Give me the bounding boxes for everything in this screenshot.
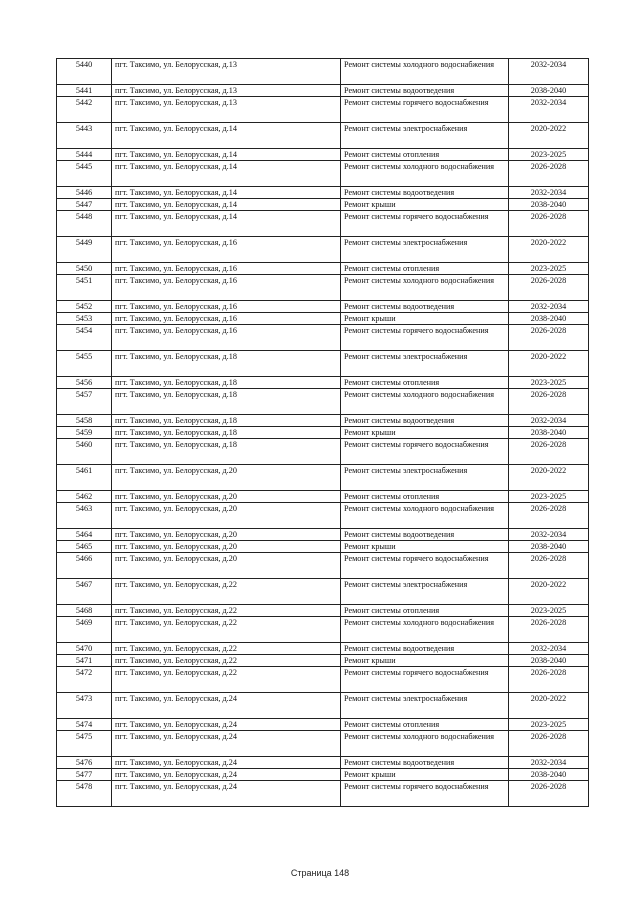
row-address: пгт. Таксимо, ул. Белорусская, д.24 — [112, 719, 341, 731]
table-row — [57, 123, 589, 149]
row-work-type: Ремонт системы холодного водоснабжения — [341, 389, 509, 415]
row-work-type: Ремонт системы холодного водоснабжения — [341, 731, 509, 757]
row-work-type: Ремонт системы электроснабжения — [341, 351, 509, 377]
row-address: пгт. Таксимо, ул. Белорусская, д.18 — [112, 439, 341, 465]
row-address: пгт. Таксимо, ул. Белорусская, д.16 — [112, 313, 341, 325]
row-period: 2026-2028 — [509, 211, 589, 237]
row-work-type: Ремонт системы отопления — [341, 719, 509, 731]
row-number: 5446 — [57, 187, 112, 199]
row-address: пгт. Таксимо, ул. Белорусская, д.22 — [112, 617, 341, 643]
table-row — [57, 579, 589, 605]
row-address: пгт. Таксимо, ул. Белорусская, д.16 — [112, 237, 341, 263]
table-row — [57, 491, 589, 503]
row-work-type: Ремонт системы горячего водоснабжения — [341, 325, 509, 351]
table-row — [57, 693, 589, 719]
row-period: 2023-2025 — [509, 149, 589, 161]
row-period: 2038-2040 — [509, 313, 589, 325]
table-row — [57, 377, 589, 389]
row-address: пгт. Таксимо, ул. Белорусская, д.18 — [112, 377, 341, 389]
row-address: пгт. Таксимо, ул. Белорусская, д.14 — [112, 161, 341, 187]
row-period: 2032-2034 — [509, 187, 589, 199]
row-period: 2020-2022 — [509, 237, 589, 263]
row-work-type: Ремонт системы водоотведения — [341, 757, 509, 769]
row-period: 2032-2034 — [509, 59, 589, 85]
row-number: 5461 — [57, 465, 112, 491]
row-work-type: Ремонт системы электроснабжения — [341, 465, 509, 491]
row-number: 5443 — [57, 123, 112, 149]
table-row — [57, 553, 589, 579]
row-number: 5453 — [57, 313, 112, 325]
row-number: 5474 — [57, 719, 112, 731]
row-period: 2032-2034 — [509, 757, 589, 769]
row-address: пгт. Таксимо, ул. Белорусская, д.18 — [112, 389, 341, 415]
row-work-type: Ремонт крыши — [341, 541, 509, 553]
row-number: 5441 — [57, 85, 112, 97]
row-period: 2026-2028 — [509, 389, 589, 415]
row-work-type: Ремонт системы водоотведения — [341, 415, 509, 427]
row-period: 2026-2028 — [509, 275, 589, 301]
page-number: Страница 148 — [290, 868, 350, 878]
row-address: пгт. Таксимо, ул. Белорусская, д.20 — [112, 553, 341, 579]
row-number: 5444 — [57, 149, 112, 161]
table-row — [57, 275, 589, 301]
row-address: пгт. Таксимо, ул. Белорусская, д.16 — [112, 275, 341, 301]
table-row — [57, 325, 589, 351]
row-address: пгт. Таксимо, ул. Белорусская, д.20 — [112, 503, 341, 529]
row-address: пгт. Таксимо, ул. Белорусская, д.24 — [112, 757, 341, 769]
row-number: 5440 — [57, 59, 112, 85]
row-work-type: Ремонт системы водоотведения — [341, 187, 509, 199]
table-row — [57, 643, 589, 655]
row-number: 5469 — [57, 617, 112, 643]
row-period: 2026-2028 — [509, 553, 589, 579]
row-work-type: Ремонт системы отопления — [341, 263, 509, 275]
row-period: 2038-2040 — [509, 655, 589, 667]
table-row — [57, 617, 589, 643]
row-period: 2032-2034 — [509, 415, 589, 427]
row-address: пгт. Таксимо, ул. Белорусская, д.24 — [112, 693, 341, 719]
row-number: 5472 — [57, 667, 112, 693]
row-number: 5459 — [57, 427, 112, 439]
row-number: 5449 — [57, 237, 112, 263]
row-period: 2038-2040 — [509, 85, 589, 97]
row-work-type: Ремонт системы горячего водоснабжения — [341, 667, 509, 693]
row-address: пгт. Таксимо, ул. Белорусская, д.22 — [112, 605, 341, 617]
row-period: 2038-2040 — [509, 769, 589, 781]
row-work-type: Ремонт системы электроснабжения — [341, 123, 509, 149]
table-row — [57, 439, 589, 465]
row-work-type: Ремонт системы холодного водоснабжения — [341, 617, 509, 643]
row-period: 2032-2034 — [509, 643, 589, 655]
row-number: 5455 — [57, 351, 112, 377]
row-work-type: Ремонт крыши — [341, 313, 509, 325]
row-number: 5475 — [57, 731, 112, 757]
row-number: 5447 — [57, 199, 112, 211]
row-address: пгт. Таксимо, ул. Белорусская, д.13 — [112, 59, 341, 85]
row-address: пгт. Таксимо, ул. Белорусская, д.20 — [112, 529, 341, 541]
row-number: 5466 — [57, 553, 112, 579]
row-period: 2038-2040 — [509, 199, 589, 211]
row-address: пгт. Таксимо, ул. Белорусская, д.14 — [112, 199, 341, 211]
table-row — [57, 301, 589, 313]
row-work-type: Ремонт системы отопления — [341, 377, 509, 389]
row-address: пгт. Таксимо, ул. Белорусская, д.16 — [112, 263, 341, 275]
row-work-type: Ремонт системы горячего водоснабжения — [341, 97, 509, 123]
row-work-type: Ремонт крыши — [341, 427, 509, 439]
row-address: пгт. Таксимо, ул. Белорусская, д.22 — [112, 643, 341, 655]
table-row — [57, 605, 589, 617]
row-period: 2023-2025 — [509, 605, 589, 617]
row-period: 2038-2040 — [509, 427, 589, 439]
table-row — [57, 149, 589, 161]
table-row — [57, 351, 589, 377]
row-address: пгт. Таксимо, ул. Белорусская, д.22 — [112, 579, 341, 605]
table-row — [57, 161, 589, 187]
row-number: 5451 — [57, 275, 112, 301]
row-work-type: Ремонт системы отопления — [341, 605, 509, 617]
table-row — [57, 97, 589, 123]
repair-schedule-table — [56, 58, 589, 807]
table-row — [57, 503, 589, 529]
row-number: 5477 — [57, 769, 112, 781]
row-number: 5460 — [57, 439, 112, 465]
table-row — [57, 757, 589, 769]
table-row — [57, 237, 589, 263]
row-period: 2026-2028 — [509, 781, 589, 807]
row-period: 2020-2022 — [509, 351, 589, 377]
table-row — [57, 655, 589, 667]
row-period: 2032-2034 — [509, 301, 589, 313]
row-period: 2026-2028 — [509, 503, 589, 529]
row-address: пгт. Таксимо, ул. Белорусская, д.24 — [112, 781, 341, 807]
row-work-type: Ремонт крыши — [341, 769, 509, 781]
row-address: пгт. Таксимо, ул. Белорусская, д.20 — [112, 491, 341, 503]
row-period: 2020-2022 — [509, 579, 589, 605]
table-body — [57, 59, 589, 807]
table-row — [57, 427, 589, 439]
table-row — [57, 313, 589, 325]
table-row — [57, 781, 589, 807]
row-period: 2023-2025 — [509, 491, 589, 503]
table-row — [57, 719, 589, 731]
row-address: пгт. Таксимо, ул. Белорусская, д.14 — [112, 123, 341, 149]
row-work-type: Ремонт системы холодного водоснабжения — [341, 59, 509, 85]
row-address: пгт. Таксимо, ул. Белорусская, д.14 — [112, 149, 341, 161]
row-number: 5464 — [57, 529, 112, 541]
row-address: пгт. Таксимо, ул. Белорусская, д.22 — [112, 667, 341, 693]
row-period: 2020-2022 — [509, 465, 589, 491]
row-work-type: Ремонт системы отопления — [341, 149, 509, 161]
row-address: пгт. Таксимо, ул. Белорусская, д.13 — [112, 85, 341, 97]
row-work-type: Ремонт системы водоотведения — [341, 529, 509, 541]
row-period: 2026-2028 — [509, 439, 589, 465]
row-address: пгт. Таксимо, ул. Белорусская, д.20 — [112, 465, 341, 491]
row-work-type: Ремонт системы горячего водоснабжения — [341, 781, 509, 807]
row-number: 5478 — [57, 781, 112, 807]
row-work-type: Ремонт системы водоотведения — [341, 301, 509, 313]
row-period: 2023-2025 — [509, 377, 589, 389]
row-number: 5476 — [57, 757, 112, 769]
row-number: 5450 — [57, 263, 112, 275]
table-row — [57, 667, 589, 693]
table-row — [57, 187, 589, 199]
row-number: 5471 — [57, 655, 112, 667]
row-work-type: Ремонт системы электроснабжения — [341, 237, 509, 263]
row-period: 2020-2022 — [509, 123, 589, 149]
row-work-type: Ремонт системы электроснабжения — [341, 693, 509, 719]
row-work-type: Ремонт системы горячего водоснабжения — [341, 553, 509, 579]
row-period: 2026-2028 — [509, 161, 589, 187]
table-row — [57, 211, 589, 237]
row-work-type: Ремонт системы горячего водоснабжения — [341, 439, 509, 465]
row-number: 5465 — [57, 541, 112, 553]
row-work-type: Ремонт системы отопления — [341, 491, 509, 503]
row-period: 2023-2025 — [509, 719, 589, 731]
row-period: 2020-2022 — [509, 693, 589, 719]
table-row — [57, 769, 589, 781]
row-number: 5467 — [57, 579, 112, 605]
row-work-type: Ремонт системы водоотведения — [341, 85, 509, 97]
row-number: 5448 — [57, 211, 112, 237]
row-number: 5445 — [57, 161, 112, 187]
row-work-type: Ремонт системы холодного водоснабжения — [341, 161, 509, 187]
row-work-type: Ремонт системы водоотведения — [341, 643, 509, 655]
row-work-type: Ремонт системы холодного водоснабжения — [341, 503, 509, 529]
row-address: пгт. Таксимо, ул. Белорусская, д.18 — [112, 415, 341, 427]
row-address: пгт. Таксимо, ул. Белорусская, д.18 — [112, 351, 341, 377]
row-work-type: Ремонт крыши — [341, 655, 509, 667]
table-row — [57, 389, 589, 415]
table-row — [57, 731, 589, 757]
row-address: пгт. Таксимо, ул. Белорусская, д.16 — [112, 301, 341, 313]
row-period: 2026-2028 — [509, 325, 589, 351]
row-number: 5462 — [57, 491, 112, 503]
row-number: 5473 — [57, 693, 112, 719]
row-work-type: Ремонт системы электроснабжения — [341, 579, 509, 605]
row-number: 5470 — [57, 643, 112, 655]
row-number: 5454 — [57, 325, 112, 351]
table-row — [57, 199, 589, 211]
row-number: 5468 — [57, 605, 112, 617]
row-number: 5442 — [57, 97, 112, 123]
table-row — [57, 263, 589, 275]
row-address: пгт. Таксимо, ул. Белорусская, д.16 — [112, 325, 341, 351]
row-period: 2032-2034 — [509, 97, 589, 123]
row-address: пгт. Таксимо, ул. Белорусская, д.13 — [112, 97, 341, 123]
row-period: 2032-2034 — [509, 529, 589, 541]
row-number: 5456 — [57, 377, 112, 389]
row-period: 2026-2028 — [509, 731, 589, 757]
row-address: пгт. Таксимо, ул. Белорусская, д.20 — [112, 541, 341, 553]
row-address: пгт. Таксимо, ул. Белорусская, д.22 — [112, 655, 341, 667]
row-address: пгт. Таксимо, ул. Белорусская, д.24 — [112, 731, 341, 757]
row-number: 5463 — [57, 503, 112, 529]
table-row — [57, 541, 589, 553]
row-address: пгт. Таксимо, ул. Белорусская, д.14 — [112, 187, 341, 199]
row-address: пгт. Таксимо, ул. Белорусская, д.18 — [112, 427, 341, 439]
row-work-type: Ремонт системы холодного водоснабжения — [341, 275, 509, 301]
table-row — [57, 59, 589, 85]
row-number: 5457 — [57, 389, 112, 415]
row-number: 5452 — [57, 301, 112, 313]
table-row — [57, 415, 589, 427]
row-work-type: Ремонт системы горячего водоснабжения — [341, 211, 509, 237]
row-address: пгт. Таксимо, ул. Белорусская, д.14 — [112, 211, 341, 237]
table-row — [57, 529, 589, 541]
table-row — [57, 85, 589, 97]
table-row — [57, 465, 589, 491]
row-period: 2038-2040 — [509, 541, 589, 553]
row-period: 2026-2028 — [509, 667, 589, 693]
row-period: 2026-2028 — [509, 617, 589, 643]
row-period: 2023-2025 — [509, 263, 589, 275]
row-address: пгт. Таксимо, ул. Белорусская, д.24 — [112, 769, 341, 781]
row-number: 5458 — [57, 415, 112, 427]
row-work-type: Ремонт крыши — [341, 199, 509, 211]
